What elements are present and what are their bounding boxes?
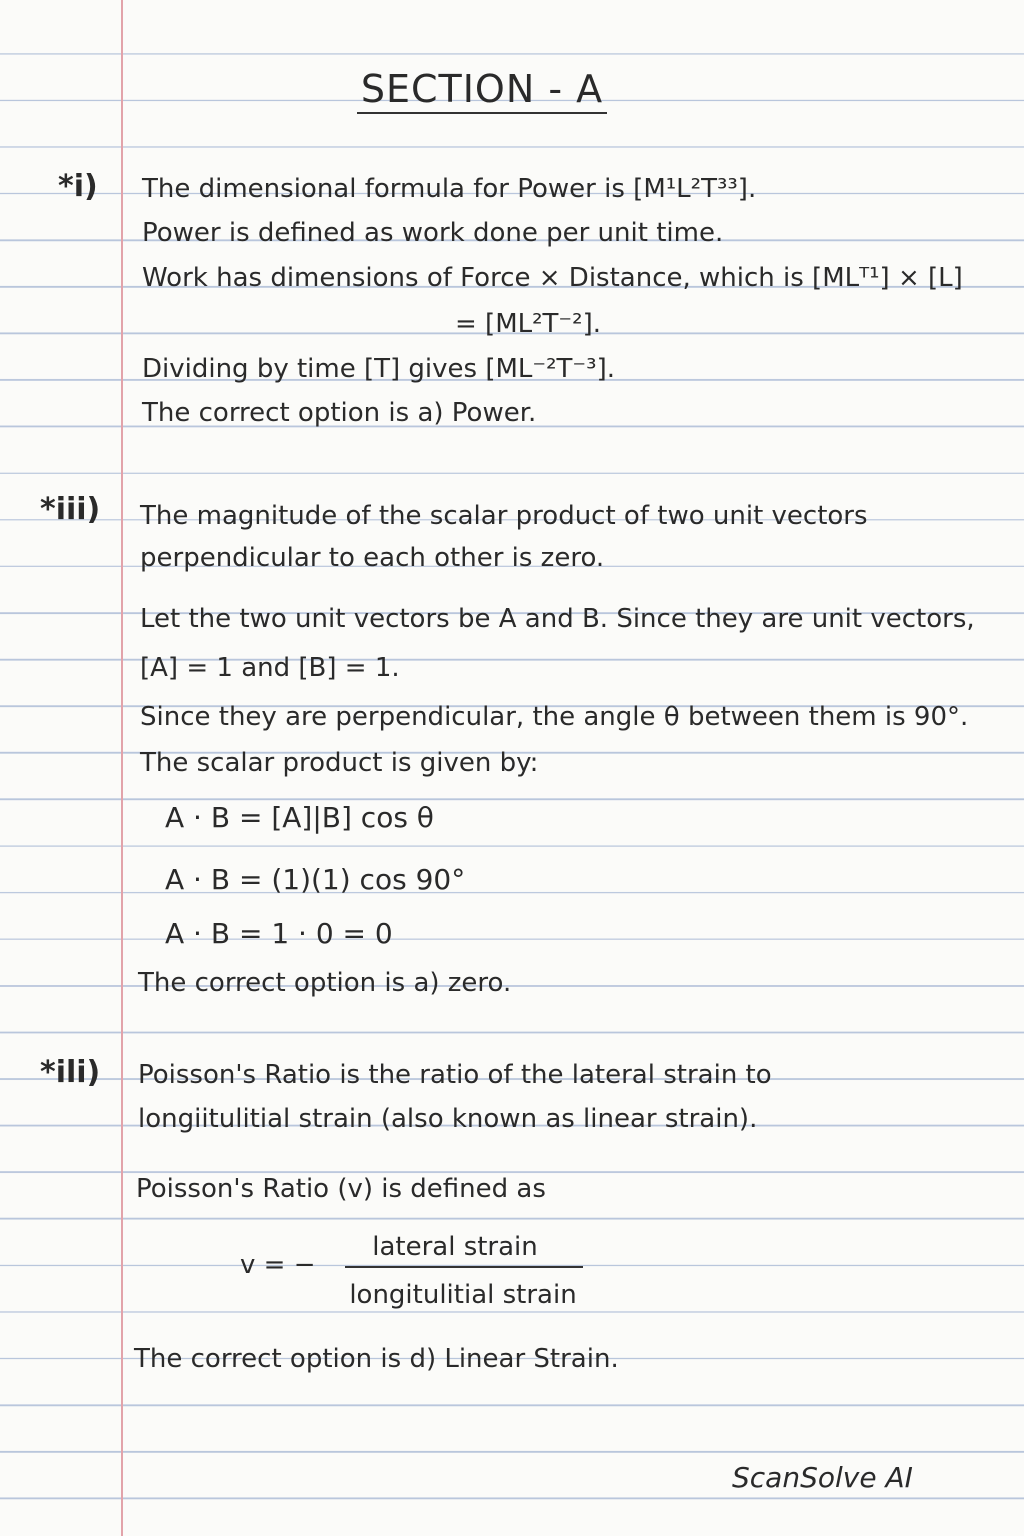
q3-formula-numerator: lateral strain	[372, 1232, 538, 1262]
q3-line-2: longiitulitial strain (also known as linear strain).	[138, 1104, 758, 1134]
q1-line-1: The dimensional formula for Power is [M¹L²T³³].	[142, 174, 757, 204]
q3-line-4: The correct option is d) Linear Strain.	[134, 1344, 619, 1374]
q2-line-4: [A] = 1 and [B] = 1.	[140, 653, 400, 683]
q3-formula-lhs: v = −	[240, 1250, 316, 1280]
q2-line-6: The scalar product is given by:	[140, 748, 539, 778]
q2-equation-2: A · B = (1)(1) cos 90°	[165, 863, 466, 896]
q2-line-1: The magnitude of the scalar product of two unit vectors	[140, 501, 868, 531]
q1-line-4: = [ML²T⁻²].	[455, 309, 601, 339]
question-label-1: *i)	[58, 169, 98, 204]
question-label-3: *ili)	[40, 1055, 101, 1090]
q1-line-2: Power is defined as work done per unit time.	[142, 218, 724, 248]
q1-line-6: The correct option is a) Power.	[142, 398, 537, 428]
q1-line-5: Dividing by time [T] gives [ML⁻²T⁻³].	[142, 354, 615, 384]
q3-line-1: Poisson's Ratio is the ratio of the lateral strain to	[138, 1060, 772, 1090]
q2-equation-3: A · B = 1 · 0 = 0	[165, 917, 393, 950]
q2-line-2: perpendicular to each other is zero.	[140, 543, 605, 573]
q3-formula-denominator: longitulitial strain	[349, 1280, 577, 1310]
q2-line-5: Since they are perpendicular, the angle θ between them is 90°.	[140, 702, 969, 732]
q3-line-3: Poisson's Ratio (v) is defined as	[136, 1174, 546, 1204]
q2-line-10: The correct option is a) zero.	[138, 968, 512, 998]
q1-line-3: Work has dimensions of Force × Distance, which is [MLᵀ¹] × [L]	[142, 263, 963, 293]
q2-equation-1: A · B = [A]|B] cos θ	[165, 801, 434, 834]
section-title: SECTION - A	[0, 70, 1024, 114]
margin-line	[121, 0, 123, 1536]
question-label-2: *iii)	[40, 492, 101, 527]
fraction-bar	[345, 1266, 583, 1268]
signature: ScanSolve AI	[732, 1461, 913, 1494]
q2-line-3: Let the two unit vectors be A and B. Since they are unit vectors,	[140, 604, 975, 634]
